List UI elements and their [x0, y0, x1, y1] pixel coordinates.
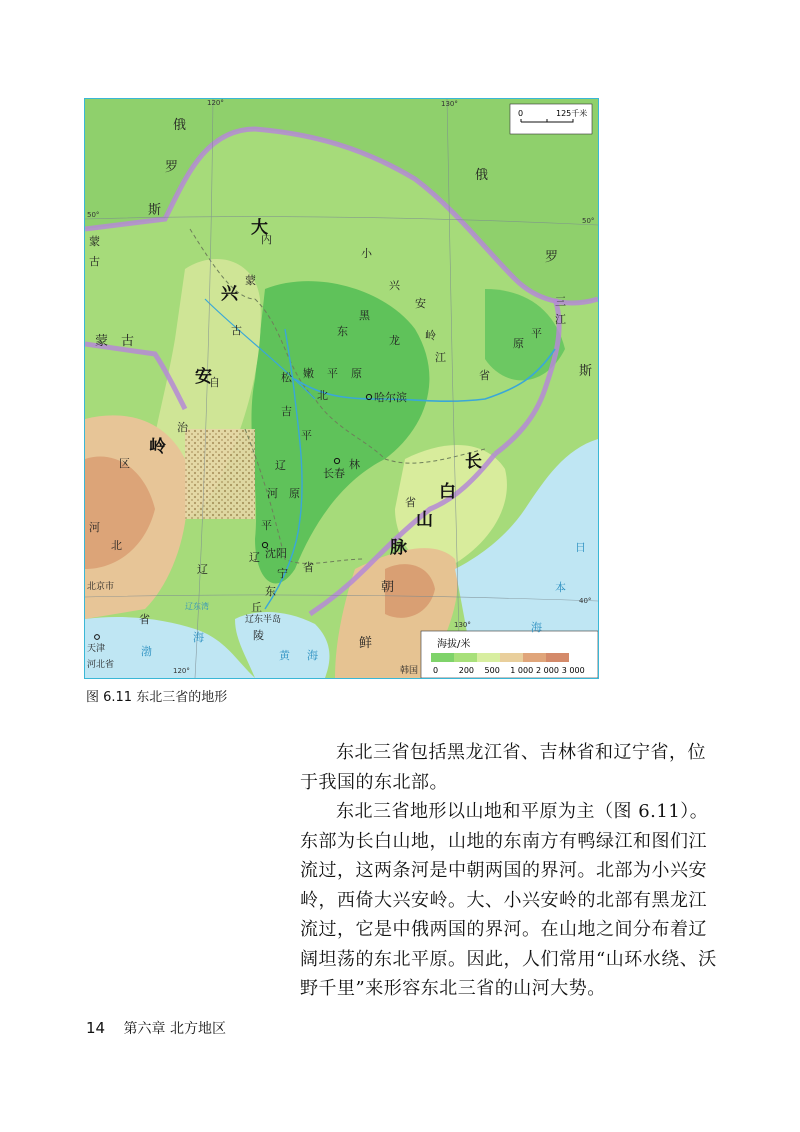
- northeast-terrain-map: [84, 98, 599, 679]
- legend-swatch: [431, 653, 454, 662]
- chapter-title: 第六章 北方地区: [123, 1021, 226, 1037]
- label-daxing-4: 岭: [149, 437, 166, 457]
- lon-130-bottom: 130°: [454, 621, 471, 629]
- label-mongolia-big-2: 古: [121, 334, 135, 349]
- label-sheng-w: 省: [139, 613, 150, 626]
- label-dongbei-1: 东: [337, 325, 348, 338]
- label-songnen-3: 平: [327, 367, 338, 380]
- label-dongbei-2: 北: [317, 389, 328, 402]
- label-liaodong-peninsula: 辽东半岛: [245, 615, 282, 625]
- label-liaohe-2: 河: [267, 487, 278, 500]
- label-changbai-4: 脉: [390, 538, 407, 558]
- label-hebei-1: 河: [89, 521, 100, 534]
- scale-zero: 0: [518, 109, 524, 118]
- label-sanjiang-2: 江: [555, 313, 566, 326]
- label-russia-2: 罗: [165, 160, 179, 175]
- label-sanjiang-4: 原: [513, 337, 524, 350]
- label-shenyang: 沈阳: [265, 547, 287, 560]
- label-hlj-4: 省: [479, 369, 490, 382]
- label-daxing-2: 兴: [221, 284, 238, 304]
- label-russia-3: 斯: [148, 203, 162, 218]
- label-japan-1: 日: [575, 541, 586, 554]
- label-changbai-1: 长: [465, 452, 482, 472]
- label-neimeng-6: 区: [119, 457, 130, 470]
- legend-tick: 0: [433, 666, 439, 675]
- label-tianjin: 天津: [87, 644, 106, 654]
- label-korea-2: 鲜: [359, 636, 373, 651]
- label-harbin: 哈尔滨: [374, 391, 407, 404]
- label-songnen-1: 松: [281, 371, 292, 384]
- label-liaoning-3: 省: [303, 561, 314, 574]
- label-hebei-sheng: 河北省: [87, 660, 115, 670]
- legend-title: 海拔/米: [437, 639, 471, 650]
- label-huanghai-2: 海: [307, 649, 318, 662]
- label-mongolia-big-1: 蒙: [95, 334, 109, 349]
- label-liaohe-4: 平: [301, 429, 312, 442]
- label-neimeng-4: 自: [209, 376, 220, 389]
- label-sanjiang-1: 三: [555, 295, 566, 308]
- label-japan-2: 本: [555, 581, 566, 594]
- legend-tick: 3 000: [561, 666, 585, 675]
- label-neimeng-2: 蒙: [245, 274, 256, 287]
- label-neimeng-3: 古: [231, 324, 242, 337]
- page-number: 14: [86, 1019, 106, 1037]
- legend-tick: 500: [484, 666, 500, 675]
- label-liaoxi-1: 辽: [197, 563, 208, 576]
- legend-tick: 2 000: [536, 666, 559, 675]
- label-liaohe-5: 平: [261, 519, 272, 532]
- label-korea-1: 朝: [381, 580, 395, 595]
- label-sanjiang-3: 平: [531, 327, 542, 340]
- label-changbai-2: 白: [439, 482, 456, 502]
- legend-swatch: [546, 653, 569, 662]
- label-hlj-2: 龙: [389, 334, 400, 347]
- legend-swatches: [431, 653, 569, 662]
- label-jilin-2: 林: [349, 458, 360, 471]
- label-daxing-3: 安: [195, 367, 212, 387]
- label-beijing: 北京市: [87, 582, 115, 592]
- label-bohai-2: 海: [193, 631, 204, 644]
- label-russia-e2: 罗: [545, 250, 559, 265]
- label-jilin-1: 吉: [281, 405, 292, 418]
- label-hlj-3: 江: [435, 351, 446, 364]
- lon-120-top: 120°: [207, 99, 224, 107]
- label-liaoxi-2: 东: [265, 585, 276, 598]
- label-neimeng-1: 内: [261, 233, 272, 246]
- sandy-land: [185, 429, 255, 519]
- scale-distance: 125千米: [556, 109, 588, 118]
- label-neimeng-5: 治: [177, 421, 188, 434]
- label-japan-3: 海: [531, 621, 542, 634]
- label-liaohe-1: 辽: [275, 459, 286, 472]
- lon-130-top: 130°: [441, 100, 458, 108]
- legend-swatch: [523, 653, 546, 662]
- legend-swatch: [500, 653, 523, 662]
- paragraph-2: 东北三省地形以山地和平原为主（图 6.11）。东部为长白山地，山地的东南方有鸭绿江和图们江流过，这两条河是中朝两国的界河。北部为小兴安岭，西倚大兴安岭。大、小兴安岭的北部有黑龙江流过，它是中俄两国的界河。在山地之间分布着辽阔坦荡的东北平原。因此，人们常用“山环水绕、沃野千里”来形容东北三省的山河大势。: [300, 801, 717, 999]
- legend-swatch: [454, 653, 477, 662]
- legend-swatch: [477, 653, 500, 662]
- label-xiaoxing-3: 安: [415, 297, 426, 310]
- legend-tick: 200: [458, 666, 475, 675]
- label-rok: 韩国: [400, 666, 419, 676]
- figure-caption: 图 6.11 东北三省的地形: [86, 690, 228, 705]
- page-footer: [86, 1018, 226, 1038]
- label-songnen-2: 嫩: [303, 367, 314, 380]
- label-liaohe-3: 原: [289, 487, 300, 500]
- legend-tick: 1 000: [510, 666, 534, 675]
- label-mongolia-1: 蒙: [89, 235, 100, 248]
- label-russia-e3: 斯: [579, 364, 593, 379]
- label-xiaoxing-1: 小: [361, 247, 372, 260]
- label-bohai-1: 渤: [141, 645, 152, 658]
- label-mongolia-2: 古: [89, 255, 100, 268]
- label-xiaoxing-2: 兴: [389, 279, 400, 292]
- label-xiaoxing-4: 岭: [425, 329, 436, 342]
- paragraph-1: 东北三省包括黑龙江省、吉林省和辽宁省，位于我国的东北部。: [300, 742, 706, 793]
- label-liaoning-2: 宁: [277, 567, 288, 580]
- lat-40-right: 40°: [579, 597, 592, 605]
- label-jilin-3: 省: [405, 496, 416, 509]
- label-liaoning-1: 辽: [249, 551, 260, 564]
- label-russia-e1: 俄: [475, 168, 489, 183]
- label-russia-1: 俄: [173, 118, 187, 133]
- lat-50-right: 50°: [582, 217, 595, 225]
- label-daxing-1: 大: [251, 218, 268, 238]
- label-changchun: 长春: [323, 467, 345, 480]
- lat-50-left: 50°: [87, 211, 100, 219]
- label-songnen-4: 原: [351, 367, 362, 380]
- label-liaodong-bay: 辽东湾: [185, 602, 209, 611]
- label-changbai-3: 山: [416, 510, 433, 530]
- label-qiuling-1: 丘: [251, 601, 262, 614]
- label-qiuling-2: 陵: [253, 629, 264, 642]
- label-hlj-1: 黑: [359, 309, 370, 322]
- label-huanghai-1: 黄: [279, 649, 290, 662]
- lon-120-bottom: 120°: [173, 667, 190, 675]
- label-hebei-2: 北: [111, 539, 122, 552]
